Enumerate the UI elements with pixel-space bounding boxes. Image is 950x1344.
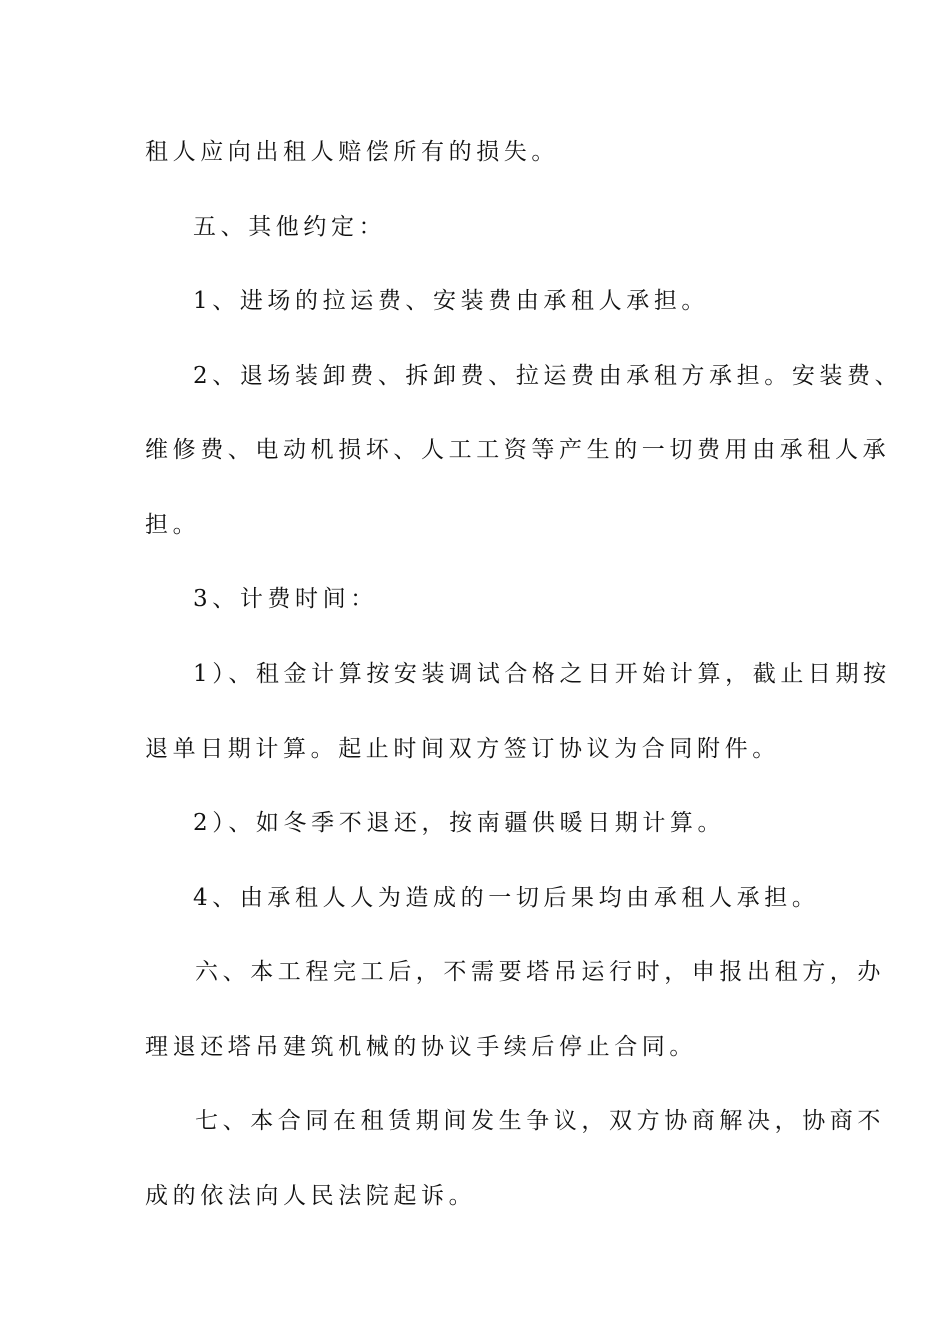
section-heading: 六、本工程完工后，不需要塔吊运行时，申报出租方，办 bbox=[195, 959, 885, 985]
text-line: 成的依法向人民法院起诉。 bbox=[145, 1183, 477, 1209]
text-line: 1）、租金计算按安装调试合格之日开始计算，截止日期按 bbox=[193, 661, 891, 687]
text-line: 3、计费时间： bbox=[193, 586, 378, 612]
text-line: 担。 bbox=[145, 512, 201, 538]
text-line: 2）、如冬季不退还，按南疆供暖日期计算。 bbox=[193, 810, 726, 836]
section-heading: 七、本合同在租赁期间发生争议，双方协商解决，协商不 bbox=[195, 1108, 885, 1134]
text-line: 1、进场的拉运费、安装费由承租人承担。 bbox=[193, 288, 710, 314]
text-line: 租人应向出租人赔偿所有的损失。 bbox=[145, 139, 559, 165]
section-heading: 五、其他约定： bbox=[193, 214, 387, 240]
text-line: 退单日期计算。起止时间双方签订协议为合同附件。 bbox=[145, 736, 780, 762]
text-line: 理退还塔吊建筑机械的协议手续后停止合同。 bbox=[145, 1034, 697, 1060]
text-line: 2、退场装卸费、拆卸费、拉运费由承租方承担。安装费、 bbox=[193, 363, 903, 389]
text-line: 维修费、电动机损坏、人工工资等产生的一切费用由承租人承 bbox=[145, 437, 891, 463]
text-line: 4、由承租人人为造成的一切后果均由承租人承担。 bbox=[193, 885, 820, 911]
